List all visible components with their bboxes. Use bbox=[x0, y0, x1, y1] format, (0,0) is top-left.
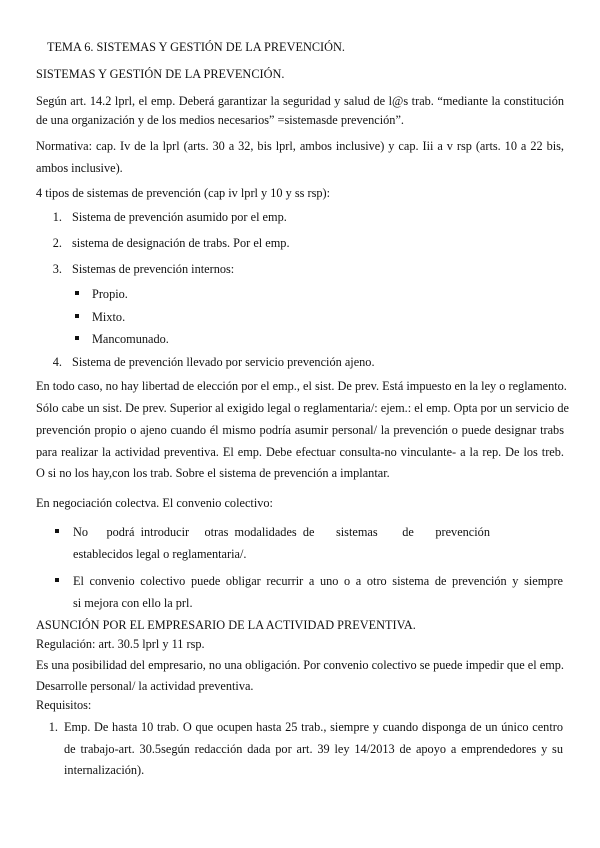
paragraph-line: ambos inclusive). bbox=[36, 161, 123, 175]
paragraph-line: de una organización y de los medios necesarios” =sistemasde prevención”. bbox=[36, 113, 404, 127]
paragraph-line: para realizar la actividad preventiva. El emp. Debe efectuar consulta-no vinculante- a la rep. De los treb. bbox=[36, 445, 564, 459]
paragraph-line: Normativa: cap. Iv de la lprl (arts. 30 a 32, bis lprl, ambos inclusive) y cap. Iii a v rsp (arts. 10 a 22 bis, bbox=[36, 139, 564, 153]
list-number: 3. bbox=[52, 262, 62, 276]
paragraph-line: En todo caso, no hay libertad de elección por el emp., el sist. De prev. Está impuesto en la ley o reglamento. bbox=[36, 379, 567, 393]
sublist-item: Mixto. bbox=[92, 310, 126, 324]
square-bullet-icon bbox=[55, 529, 59, 533]
section-heading-sistemas: SISTEMAS Y GESTIÓN DE LA PREVENCIÓN. bbox=[36, 67, 285, 81]
list-item: sistema de designación de trabs. Por el emp. bbox=[72, 236, 290, 250]
paragraph-line: Según art. 14.2 lprl, el emp. Deberá garantizar la seguridad y salud de l@s trab. “mediante la constitución bbox=[36, 94, 564, 108]
bullet-line: El convenio colectivo puede obligar recurrir a uno o a otro sistema de prevención y siempre bbox=[73, 574, 563, 588]
paragraph-line: prevención propio o ajeno cuando él mismo podría asumir personal/ la prevención o puede designar trabs bbox=[36, 423, 564, 437]
paragraph-line: Regulación: art. 30.5 lprl y 11 rsp. bbox=[36, 637, 205, 651]
requirement-line: internalización). bbox=[64, 763, 145, 777]
paragraph-line: O si no los hay,con los trab. Sobre el sistema de prevención a implantar. bbox=[36, 466, 390, 480]
requirement-line: Emp. De hasta 10 trab. O que ocupen hasta 25 trab., siempre y cuando disponga de un único centro bbox=[64, 720, 563, 734]
bullet-line: si mejora con ello la prl. bbox=[73, 596, 193, 610]
paragraph-line: Requisitos: bbox=[36, 698, 92, 712]
paragraph-line: Desarrolle personal/ la actividad preventiva. bbox=[36, 679, 254, 693]
paragraph-line: 4 tipos de sistemas de prevención (cap iv lprl y 10 y ss rsp): bbox=[36, 186, 331, 200]
bullet-line: establecidos legal o reglamentaria/. bbox=[73, 547, 247, 561]
list-number: 2. bbox=[52, 236, 62, 250]
bullet-line: No podrá introducir otras modalidades de sistemas de prevención bbox=[73, 525, 490, 539]
paragraph-line: Es una posibilidad del empresario, no una obligación. Por convenio colectivo se puede impedir que el emp. bbox=[36, 658, 564, 672]
sublist-item: Mancomunado. bbox=[92, 332, 169, 346]
list-item: Sistemas de prevención internos: bbox=[72, 262, 235, 276]
list-number: 1. bbox=[52, 210, 62, 224]
square-bullet-icon bbox=[75, 336, 79, 340]
list-item: Sistema de prevención asumido por el emp. bbox=[72, 210, 287, 224]
list-number: 4. bbox=[52, 355, 62, 369]
document-title: TEMA 6. SISTEMAS Y GESTIÓN DE LA PREVENCIÓN. bbox=[47, 40, 345, 54]
section-heading-asuncion: ASUNCIÓN POR EL EMPRESARIO DE LA ACTIVIDAD PREVENTIVA. bbox=[36, 618, 416, 632]
paragraph-line: En negociación colectva. El convenio colectivo: bbox=[36, 496, 273, 510]
sublist-item: Propio. bbox=[92, 287, 128, 301]
square-bullet-icon bbox=[75, 314, 79, 318]
square-bullet-icon bbox=[55, 578, 59, 582]
list-item: Sistema de prevención llevado por servicio prevención ajeno. bbox=[72, 355, 375, 369]
square-bullet-icon bbox=[75, 291, 79, 295]
requirement-line: de trabajo-art. 30.5según redacción dada por art. 39 ley 14/2013 de apoyo a emprendedores y su bbox=[64, 742, 563, 756]
paragraph-line: Sólo cabe un sist. De prev. Superior al exigido legal o reglamentaria/: ejem.: el emp. Opta por un servicio de bbox=[36, 401, 569, 415]
list-number: 1. bbox=[48, 720, 58, 734]
